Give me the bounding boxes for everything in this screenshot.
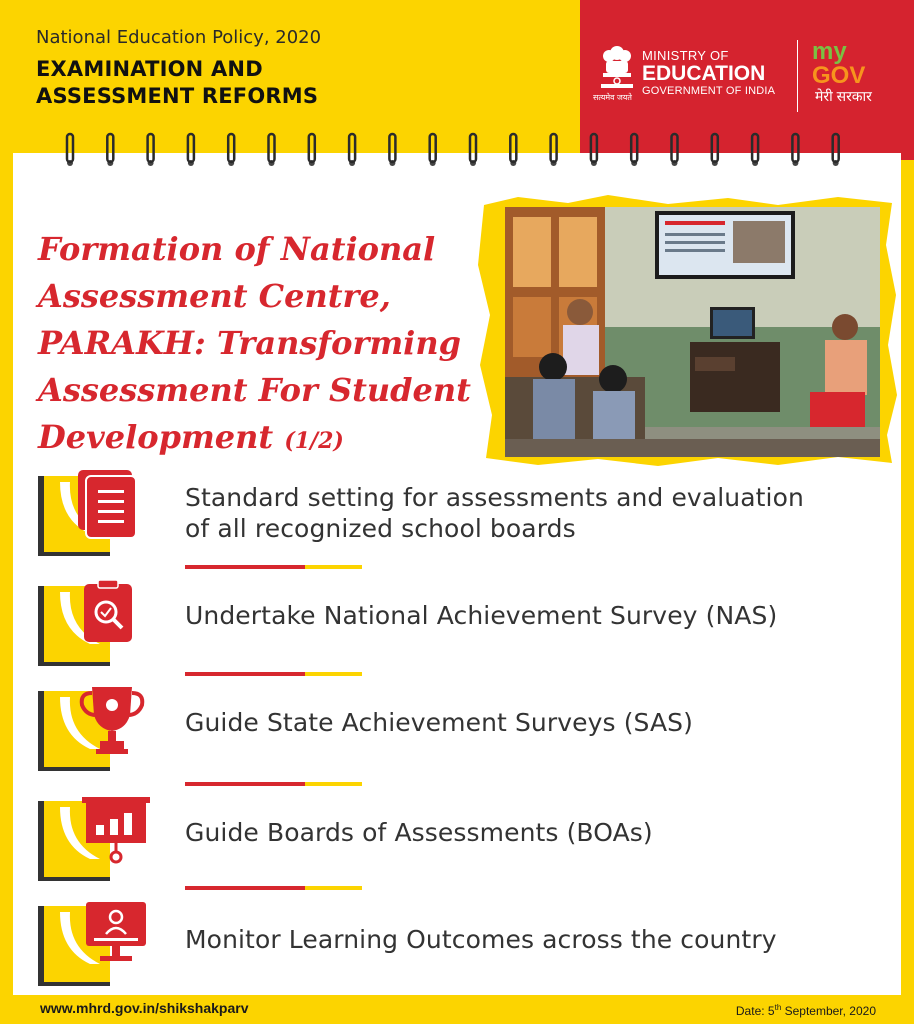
clipboard-magnifier-icon [38, 580, 158, 670]
binding-ring [269, 134, 275, 166]
list-item [0, 470, 914, 570]
binding-ring [349, 134, 355, 166]
spiral-binding [0, 130, 914, 170]
card-title [38, 226, 488, 465]
separator [185, 672, 362, 676]
binding-ring [591, 134, 597, 166]
separator [185, 565, 362, 569]
header-title [36, 56, 318, 110]
item-text-3: Guide State Achievement Surveys (SAS) [185, 708, 694, 737]
list-item [0, 795, 914, 895]
binding-ring [107, 134, 113, 166]
trophy-icon [38, 685, 158, 775]
binding-ring [148, 134, 154, 166]
binding-ring [792, 134, 798, 166]
item-text-5: Monitor Learning Outcomes across the country [185, 925, 777, 954]
header-title-line2: ASSESSMENT REFORMS [36, 84, 319, 108]
binding-ring [309, 134, 315, 166]
header-title-line1: EXAMINATION AND [36, 57, 263, 81]
date-rest: September, 2020 [781, 1004, 876, 1018]
binding-ring [631, 134, 637, 166]
binding-ring [67, 134, 73, 166]
ministry-logo [642, 48, 775, 97]
card-title-text: Formation of National Assessment Centre, PARAKH: Transforming Assessment For Student Development [38, 230, 471, 456]
date-prefix: Date: 5 [735, 1004, 775, 1018]
list-item [0, 685, 914, 785]
item-text-1: Standard setting for assessments and evaluation of all recognized school boards [185, 483, 804, 543]
ministry-government-label: GOVERNMENT OF INDIA [642, 85, 776, 97]
emblem-motto: सत्यमेव जयते [593, 93, 632, 102]
item-text-4: Guide Boards of Assessments (BOAs) [185, 818, 653, 847]
binding-ring [752, 134, 758, 166]
binding-ring [833, 134, 839, 166]
monitor-user-icon [38, 900, 158, 990]
binding-ring [228, 134, 234, 166]
policy-line: National Education Policy, 2020 [36, 27, 322, 48]
ministry-of-label: MINISTRY OF [642, 48, 729, 63]
list-item [0, 580, 914, 680]
binding-ring [510, 134, 516, 166]
mygov-logo [812, 40, 865, 88]
separator [185, 782, 362, 786]
footer-url[interactable]: www.mhrd.gov.in/shikshakparv [40, 1000, 249, 1016]
item-text [185, 482, 825, 544]
binding-ring [470, 134, 476, 166]
binding-ring [551, 134, 557, 166]
item-text-2: Undertake National Achievement Survey (NAS) [185, 601, 778, 630]
ministry-name: EDUCATION [642, 62, 766, 85]
binding-ring [430, 134, 436, 166]
binding-ring [389, 134, 395, 166]
classroom-photo [505, 207, 880, 457]
mygov-gov: GOV [812, 62, 866, 89]
date-suffix: th [774, 1003, 782, 1012]
list-item [0, 900, 914, 1000]
binding-ring [712, 134, 718, 166]
card-title-part: (1/2) [284, 428, 344, 454]
documents-icon [38, 470, 158, 560]
footer-date [736, 1003, 876, 1018]
binding-ring [188, 134, 194, 166]
header-divider [797, 40, 798, 112]
separator [185, 886, 362, 890]
mygov-tagline: मेरी सरकार [815, 88, 872, 104]
mygov-my: my [812, 38, 847, 65]
binding-ring [672, 134, 678, 166]
presentation-board-icon [38, 795, 158, 885]
